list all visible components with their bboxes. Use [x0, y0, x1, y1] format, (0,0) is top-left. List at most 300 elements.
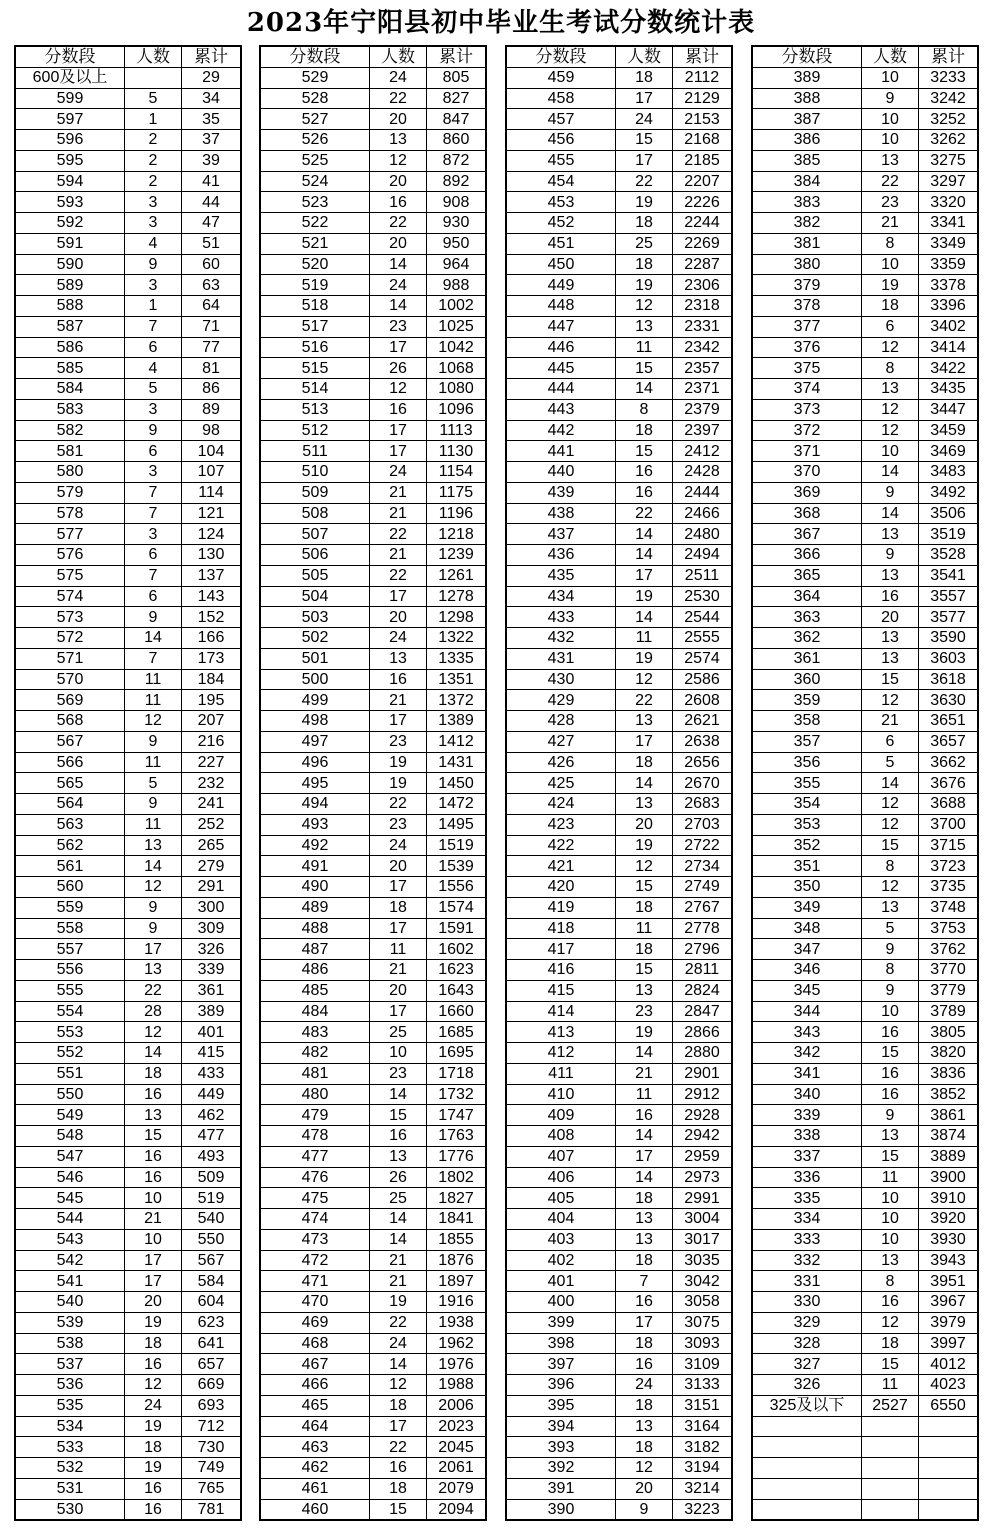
count-cell: 17 [616, 150, 673, 171]
count-cell: 16 [862, 1022, 919, 1043]
count-cell: 16 [370, 1458, 427, 1479]
table-row [506, 565, 732, 586]
cumulative-cell: 908 [427, 192, 487, 213]
cumulative-cell: 3630 [919, 690, 979, 711]
score-range-cell: 435 [506, 565, 616, 586]
cumulative-cell: 2880 [673, 1043, 733, 1064]
count-cell: 9 [125, 607, 182, 628]
table-row [260, 296, 486, 317]
count-cell: 16 [616, 462, 673, 483]
cumulative-cell: 121 [182, 503, 242, 524]
score-range-cell: 424 [506, 794, 616, 815]
cumulative-cell: 3252 [919, 109, 979, 130]
score-range-cell: 473 [260, 1229, 370, 1250]
score-range-cell: 374 [752, 379, 862, 400]
table-row [506, 1437, 732, 1458]
cumulative-cell: 3058 [673, 1292, 733, 1313]
score-range-cell: 430 [506, 669, 616, 690]
cumulative-cell: 2608 [673, 690, 733, 711]
table-row [260, 1375, 486, 1396]
score-range-cell: 373 [752, 399, 862, 420]
cumulative-cell: 3320 [919, 192, 979, 213]
cumulative-cell: 3469 [919, 441, 979, 462]
count-cell: 16 [370, 1126, 427, 1147]
header-row [506, 46, 732, 67]
table-row [260, 897, 486, 918]
table-row [260, 316, 486, 337]
count-cell: 3 [125, 524, 182, 545]
cumulative-cell: 449 [182, 1084, 242, 1105]
table-row [506, 503, 732, 524]
score-range-cell: 341 [752, 1063, 862, 1084]
table-row [752, 814, 978, 835]
count-cell [862, 1499, 919, 1520]
count-cell: 21 [370, 545, 427, 566]
cumulative-cell: 3979 [919, 1312, 979, 1333]
column-header: 累计 [427, 46, 487, 67]
score-range-cell: 353 [752, 814, 862, 835]
cumulative-cell: 2006 [427, 1395, 487, 1416]
table-row [260, 213, 486, 234]
score-range-cell: 507 [260, 524, 370, 545]
table-row [752, 524, 978, 545]
cumulative-cell: 3723 [919, 856, 979, 877]
cumulative-cell: 2912 [673, 1084, 733, 1105]
table-row [260, 1022, 486, 1043]
cumulative-cell: 2153 [673, 109, 733, 130]
score-range-cell: 447 [506, 316, 616, 337]
score-range-cell: 539 [15, 1312, 125, 1333]
count-cell: 8 [862, 233, 919, 254]
cumulative-cell: 781 [182, 1499, 242, 1520]
count-cell: 3 [125, 462, 182, 483]
score-range-cell: 387 [752, 109, 862, 130]
score-range-cell: 579 [15, 482, 125, 503]
count-cell: 22 [370, 565, 427, 586]
table-row [260, 1001, 486, 1022]
table-row [15, 1292, 241, 1313]
score-range-cell: 470 [260, 1292, 370, 1313]
cumulative-cell: 2331 [673, 316, 733, 337]
score-range-cell: 541 [15, 1271, 125, 1292]
count-cell: 10 [862, 1001, 919, 1022]
cumulative-cell: 3943 [919, 1250, 979, 1271]
cumulative-cell: 1916 [427, 1292, 487, 1313]
table-row [15, 482, 241, 503]
count-cell: 23 [370, 731, 427, 752]
count-cell: 19 [370, 773, 427, 794]
count-cell: 14 [616, 379, 673, 400]
cumulative-cell: 1976 [427, 1354, 487, 1375]
table-row [260, 1167, 486, 1188]
count-cell: 14 [125, 628, 182, 649]
table-row [752, 1416, 978, 1437]
table-row [15, 1105, 241, 1126]
score-range-cell: 481 [260, 1063, 370, 1084]
cumulative-cell: 3779 [919, 980, 979, 1001]
cumulative-cell: 1763 [427, 1126, 487, 1147]
count-cell: 24 [370, 67, 427, 88]
score-range-cell [752, 1437, 862, 1458]
table-row [260, 192, 486, 213]
count-cell: 2 [125, 150, 182, 171]
score-range-cell: 496 [260, 752, 370, 773]
score-range-cell: 569 [15, 690, 125, 711]
score-range-cell: 431 [506, 648, 616, 669]
table-row [15, 67, 241, 88]
table-row [15, 1043, 241, 1064]
score-range-cell: 568 [15, 711, 125, 732]
cumulative-cell: 1685 [427, 1022, 487, 1043]
count-cell: 22 [370, 1312, 427, 1333]
count-cell: 24 [370, 275, 427, 296]
score-range-cell: 427 [506, 731, 616, 752]
score-range-cell [752, 1478, 862, 1499]
score-range-cell: 547 [15, 1146, 125, 1167]
score-range-cell: 474 [260, 1209, 370, 1230]
table-row [752, 1271, 978, 1292]
score-range-cell: 564 [15, 794, 125, 815]
table-row [752, 752, 978, 773]
count-cell: 17 [370, 420, 427, 441]
cumulative-cell: 3506 [919, 503, 979, 524]
score-range-cell: 528 [260, 88, 370, 109]
table-row [260, 1478, 486, 1499]
count-cell [862, 1478, 919, 1499]
count-cell: 9 [862, 980, 919, 1001]
cumulative-cell: 641 [182, 1333, 242, 1354]
cumulative-cell: 2269 [673, 233, 733, 254]
score-range-cell: 584 [15, 379, 125, 400]
cumulative-cell: 3889 [919, 1146, 979, 1167]
table-row [506, 1312, 732, 1333]
score-range-cell: 593 [15, 192, 125, 213]
count-cell: 22 [616, 503, 673, 524]
count-cell: 28 [125, 1001, 182, 1022]
cumulative-cell: 1080 [427, 379, 487, 400]
score-range-cell: 330 [752, 1292, 862, 1313]
score-range-cell: 521 [260, 233, 370, 254]
cumulative-cell: 550 [182, 1229, 242, 1250]
count-cell: 12 [616, 1458, 673, 1479]
table-row [260, 877, 486, 898]
score-range-cell: 328 [752, 1333, 862, 1354]
column-header: 人数 [370, 46, 427, 67]
count-cell: 2 [125, 130, 182, 151]
score-range-cell: 400 [506, 1292, 616, 1313]
score-range-cell: 329 [752, 1312, 862, 1333]
count-cell: 14 [862, 503, 919, 524]
count-cell: 24 [370, 1333, 427, 1354]
count-cell: 21 [370, 482, 427, 503]
cumulative-cell: 3910 [919, 1188, 979, 1209]
cumulative-cell: 63 [182, 275, 242, 296]
score-range-cell: 515 [260, 358, 370, 379]
cumulative-cell: 3035 [673, 1250, 733, 1271]
count-cell: 17 [370, 1416, 427, 1437]
table-row [260, 980, 486, 1001]
table-row [506, 586, 732, 607]
cumulative-cell: 44 [182, 192, 242, 213]
cumulative-cell: 1450 [427, 773, 487, 794]
cumulative-cell: 41 [182, 171, 242, 192]
score-range-cell: 595 [15, 150, 125, 171]
table-row [260, 88, 486, 109]
table-row [15, 669, 241, 690]
cumulative-cell: 1130 [427, 441, 487, 462]
score-range-cell: 583 [15, 399, 125, 420]
score-range-cell: 363 [752, 607, 862, 628]
score-range-cell: 395 [506, 1395, 616, 1416]
cumulative-cell: 509 [182, 1167, 242, 1188]
count-cell: 20 [370, 233, 427, 254]
score-range-cell: 492 [260, 835, 370, 856]
cumulative-cell: 2168 [673, 130, 733, 151]
cumulative-cell: 309 [182, 918, 242, 939]
cumulative-cell: 2656 [673, 752, 733, 773]
score-range-cell: 587 [15, 316, 125, 337]
cumulative-cell: 3805 [919, 1022, 979, 1043]
cumulative-cell: 584 [182, 1271, 242, 1292]
score-range-cell: 555 [15, 980, 125, 1001]
score-range-cell: 459 [506, 67, 616, 88]
table-row [15, 835, 241, 856]
cumulative-cell: 339 [182, 960, 242, 981]
count-cell: 16 [125, 1167, 182, 1188]
cumulative-cell: 300 [182, 897, 242, 918]
score-range-cell: 599 [15, 88, 125, 109]
count-cell: 3 [125, 213, 182, 234]
score-range-cell: 461 [260, 1478, 370, 1499]
table-row [15, 877, 241, 898]
cumulative-cell: 765 [182, 1478, 242, 1499]
table-row [15, 1458, 241, 1479]
score-range-cell: 335 [752, 1188, 862, 1209]
table-row [752, 213, 978, 234]
table-row [260, 545, 486, 566]
score-range-cell: 343 [752, 1022, 862, 1043]
cumulative-cell: 988 [427, 275, 487, 296]
score-range-cell: 394 [506, 1416, 616, 1437]
count-cell: 10 [862, 67, 919, 88]
table-row [506, 130, 732, 151]
count-cell: 11 [125, 814, 182, 835]
count-cell: 17 [616, 731, 673, 752]
score-range-cell: 369 [752, 482, 862, 503]
count-cell: 9 [862, 88, 919, 109]
count-cell: 13 [862, 1126, 919, 1147]
count-cell: 11 [370, 939, 427, 960]
score-range-cell: 351 [752, 856, 862, 877]
cumulative-cell: 1495 [427, 814, 487, 835]
score-range-cell: 502 [260, 628, 370, 649]
table-row [506, 628, 732, 649]
score-range-cell: 509 [260, 482, 370, 503]
cumulative-cell: 730 [182, 1437, 242, 1458]
count-cell: 21 [370, 503, 427, 524]
score-range-cell: 352 [752, 835, 862, 856]
table-row [15, 1416, 241, 1437]
score-range-cell: 408 [506, 1126, 616, 1147]
count-cell: 21 [616, 1063, 673, 1084]
table-row [15, 399, 241, 420]
count-cell: 8 [862, 1271, 919, 1292]
table-row [15, 1146, 241, 1167]
cumulative-cell: 2318 [673, 296, 733, 317]
cumulative-cell: 2670 [673, 773, 733, 794]
table-row [260, 1354, 486, 1375]
table-row [260, 1458, 486, 1479]
cumulative-cell: 1841 [427, 1209, 487, 1230]
score-range-cell: 466 [260, 1375, 370, 1396]
cumulative-cell: 3378 [919, 275, 979, 296]
cumulative-cell: 3852 [919, 1084, 979, 1105]
cumulative-cell: 2306 [673, 275, 733, 296]
score-range-cell: 358 [752, 711, 862, 732]
cumulative-cell: 3447 [919, 399, 979, 420]
cumulative-cell: 1574 [427, 897, 487, 918]
score-range-cell: 566 [15, 752, 125, 773]
cumulative-cell: 1876 [427, 1250, 487, 1271]
count-cell: 16 [616, 482, 673, 503]
score-range-cell: 385 [752, 150, 862, 171]
table-row [752, 690, 978, 711]
cumulative-cell: 2574 [673, 648, 733, 669]
table-row [15, 1063, 241, 1084]
cumulative-cell: 2061 [427, 1458, 487, 1479]
cumulative-cell: 86 [182, 379, 242, 400]
table-row [506, 1292, 732, 1313]
count-cell: 14 [616, 1167, 673, 1188]
table-row [260, 711, 486, 732]
count-cell: 9 [616, 1499, 673, 1520]
count-cell: 16 [125, 1084, 182, 1105]
score-range-cell: 499 [260, 690, 370, 711]
cumulative-cell: 2621 [673, 711, 733, 732]
score-range-cell: 357 [752, 731, 862, 752]
count-cell: 17 [616, 565, 673, 586]
cumulative-cell: 124 [182, 524, 242, 545]
score-range-cell: 562 [15, 835, 125, 856]
score-range-cell: 333 [752, 1229, 862, 1250]
table-row [506, 462, 732, 483]
cumulative-cell: 1278 [427, 586, 487, 607]
score-range-cell: 525 [260, 150, 370, 171]
table-row [506, 1333, 732, 1354]
cumulative-cell: 3900 [919, 1167, 979, 1188]
count-cell: 16 [616, 1105, 673, 1126]
cumulative-cell: 964 [427, 254, 487, 275]
table-row [260, 337, 486, 358]
cumulative-cell: 2991 [673, 1188, 733, 1209]
cumulative-cell: 2079 [427, 1478, 487, 1499]
cumulative-cell: 2734 [673, 856, 733, 877]
cumulative-cell: 2544 [673, 607, 733, 628]
cumulative-cell: 3930 [919, 1229, 979, 1250]
table-row [260, 399, 486, 420]
cumulative-cell: 227 [182, 752, 242, 773]
cumulative-cell: 1472 [427, 794, 487, 815]
table-row [506, 814, 732, 835]
cumulative-cell: 2586 [673, 669, 733, 690]
score-range-cell: 355 [752, 773, 862, 794]
score-range-cell: 331 [752, 1271, 862, 1292]
column-header: 人数 [616, 46, 673, 67]
score-range-cell: 410 [506, 1084, 616, 1105]
score-range-cell: 519 [260, 275, 370, 296]
cumulative-cell [919, 1416, 979, 1437]
cumulative-cell: 1732 [427, 1084, 487, 1105]
score-range-cell: 433 [506, 607, 616, 628]
table-row [260, 1416, 486, 1437]
table-row [506, 150, 732, 171]
cumulative-cell: 1539 [427, 856, 487, 877]
count-cell: 5 [125, 379, 182, 400]
count-cell: 12 [370, 1375, 427, 1396]
cumulative-cell: 3214 [673, 1478, 733, 1499]
table-row [15, 1126, 241, 1147]
count-cell: 22 [862, 171, 919, 192]
table-row [506, 358, 732, 379]
cumulative-cell: 892 [427, 171, 487, 192]
count-cell: 2527 [862, 1395, 919, 1416]
table-row [15, 1001, 241, 1022]
score-range-cell: 467 [260, 1354, 370, 1375]
score-range-cell: 585 [15, 358, 125, 379]
score-range-cell: 478 [260, 1126, 370, 1147]
table-row [506, 213, 732, 234]
count-cell: 9 [125, 254, 182, 275]
table-row [752, 1126, 978, 1147]
cumulative-cell: 1261 [427, 565, 487, 586]
count-cell: 18 [616, 1188, 673, 1209]
cumulative-cell: 2112 [673, 67, 733, 88]
cumulative-cell: 2767 [673, 897, 733, 918]
score-range-cell: 438 [506, 503, 616, 524]
score-range-cell: 510 [260, 462, 370, 483]
table-row [260, 171, 486, 192]
count-cell: 18 [370, 1395, 427, 1416]
table-row [506, 1188, 732, 1209]
table-row [260, 462, 486, 483]
count-cell: 14 [370, 1084, 427, 1105]
count-cell: 12 [125, 877, 182, 898]
count-cell: 13 [616, 794, 673, 815]
score-range-cell: 441 [506, 441, 616, 462]
count-cell: 16 [125, 1478, 182, 1499]
score-range-cell: 393 [506, 1437, 616, 1458]
table-row [506, 254, 732, 275]
table-row [260, 441, 486, 462]
cumulative-cell: 1988 [427, 1375, 487, 1396]
cumulative-cell: 3017 [673, 1229, 733, 1250]
count-cell: 4 [125, 233, 182, 254]
cumulative-cell: 3492 [919, 482, 979, 503]
score-range-cell: 489 [260, 897, 370, 918]
cumulative-cell: 3004 [673, 1209, 733, 1230]
cumulative-cell: 2901 [673, 1063, 733, 1084]
table-row [752, 192, 978, 213]
cumulative-cell: 1196 [427, 503, 487, 524]
cumulative-cell: 2847 [673, 1001, 733, 1022]
count-cell: 13 [616, 1416, 673, 1437]
score-table-panel-2 [259, 45, 487, 1521]
cumulative-cell: 98 [182, 420, 242, 441]
count-cell: 18 [616, 213, 673, 234]
count-cell: 15 [125, 1126, 182, 1147]
score-range-cell: 446 [506, 337, 616, 358]
cumulative-cell: 4012 [919, 1354, 979, 1375]
